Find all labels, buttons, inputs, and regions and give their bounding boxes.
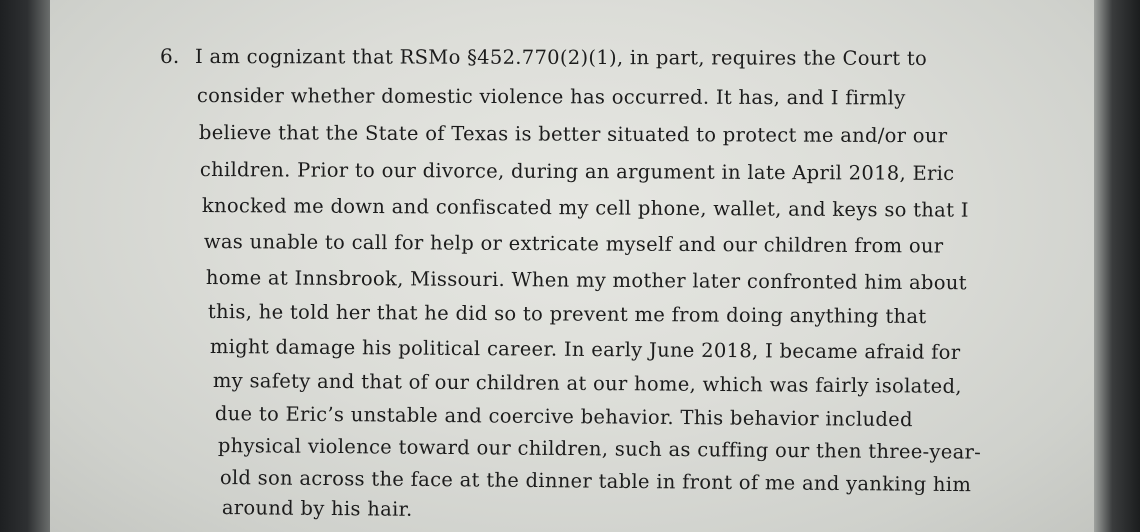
monitor-bezel-right bbox=[1094, 0, 1140, 532]
document-line: was unable to call for help or extricate myself and our children from our bbox=[203, 230, 944, 258]
document-line: knocked me down and confiscated my cell phone, wallet, and keys so that I bbox=[201, 194, 969, 222]
paragraph-number: 6. bbox=[160, 44, 180, 68]
document-line: this, he told her that he did so to prevent me from doing anything that bbox=[207, 300, 927, 329]
document-line: consider whether domestic violence has occurred. It has, and I firmly bbox=[196, 84, 906, 110]
document-line: old son across the face at the dinner table in front of me and yanking him bbox=[219, 466, 972, 497]
document-line: home at Innsbrook, Missouri. When my mother later confronted him about bbox=[205, 266, 967, 295]
screen bbox=[50, 0, 1094, 532]
document-line: due to Eric’s unstable and coercive behavior. This behavior included bbox=[214, 402, 913, 432]
document-line: around by his hair. bbox=[221, 496, 413, 521]
document-line: might damage his political career. In early June 2018, I became afraid for bbox=[209, 335, 961, 364]
document-line: believe that the State of Texas is better situated to protect me and/or our bbox=[198, 121, 948, 148]
document-line: my safety and that of our children at our home, which was fairly isolated, bbox=[212, 369, 962, 398]
monitor-bezel-left bbox=[0, 0, 50, 532]
document-line: children. Prior to our divorce, during an argument in late April 2018, Eric bbox=[199, 158, 955, 185]
document-body bbox=[50, 0, 1094, 532]
document-line: physical violence toward our children, such as cuffing our then three-year- bbox=[217, 434, 982, 464]
document-line: I am cognizant that RSMo §452.770(2)(1), in part, requires the Court to bbox=[194, 45, 928, 70]
